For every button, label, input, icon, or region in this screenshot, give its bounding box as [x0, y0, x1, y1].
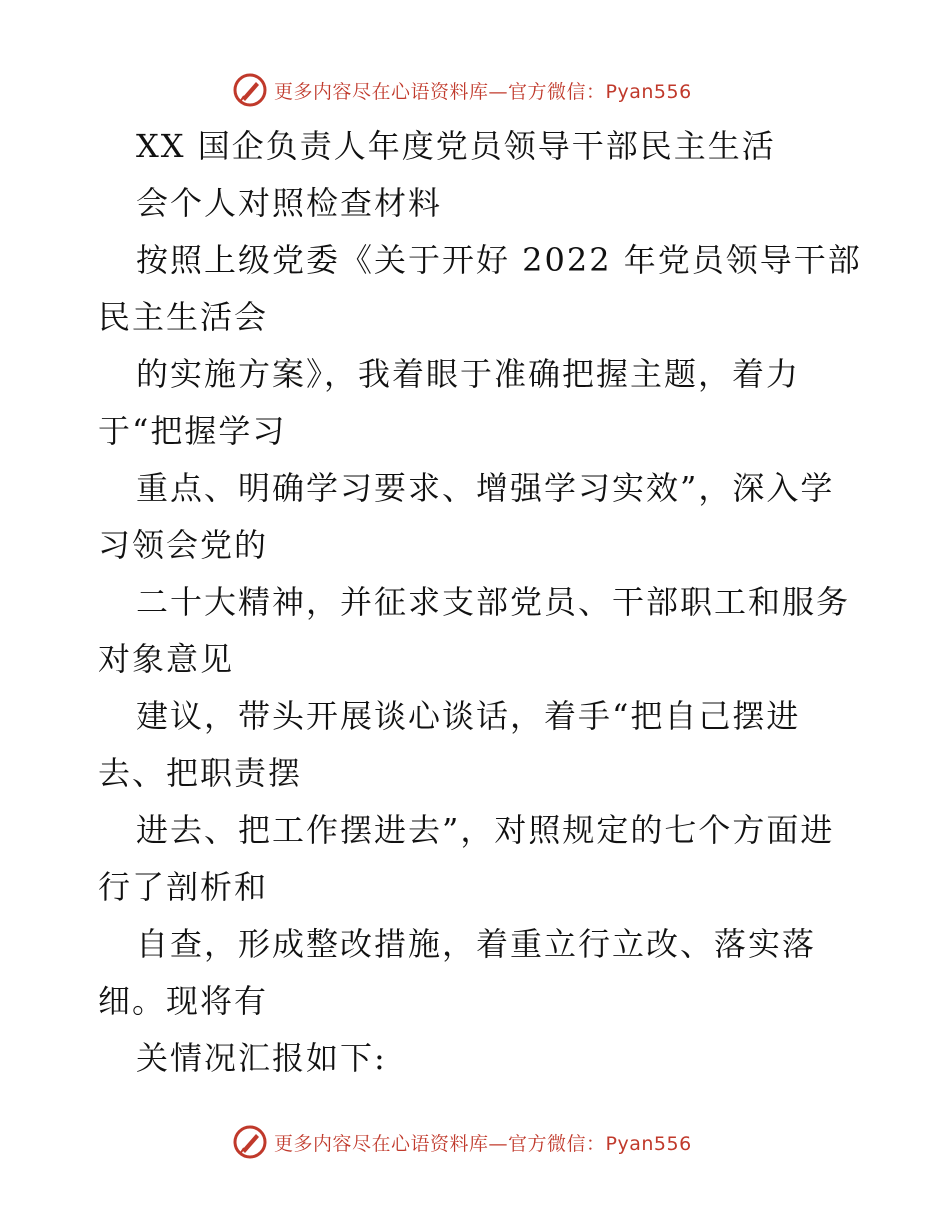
text-line: 于“把握学习 — [98, 412, 287, 450]
quill-logo-icon — [232, 72, 268, 108]
text-line: 关情况汇报如下: — [136, 1039, 387, 1077]
document-body — [98, 124, 862, 1093]
watermark-footer — [232, 1122, 692, 1162]
quill-logo-icon — [232, 1124, 268, 1160]
text-line: 二十大精神，并征求支部党员、干部职工和服务 — [136, 583, 851, 621]
text-line: 行了剖析和 — [98, 868, 269, 906]
text-line: 的实施方案》，我着眼于准确把握主题，着力 — [136, 355, 801, 393]
text-line: 建议，带头开展谈心谈话，着手“把自己摆进 — [136, 697, 801, 735]
text-line: XX 国企负责人年度党员领导干部民主生活 — [136, 127, 776, 165]
text-line: 民主生活会 — [98, 298, 269, 336]
text-line: 细。现将有 — [98, 982, 269, 1020]
text-line: 自查，形成整改措施，着重立行立改、落实落 — [136, 925, 817, 963]
text-line: 去、把职责摆 — [98, 754, 303, 792]
text-line: 习领会党的 — [98, 526, 269, 564]
watermark-header — [232, 70, 692, 110]
text-line: 对象意见 — [98, 640, 235, 678]
text-line: 按照上级党委《关于开好 2022 年党员领导干部 — [136, 241, 862, 279]
text-line: 进去、把工作摆进去”，对照规定的七个方面进 — [136, 811, 835, 849]
watermark-text: 更多内容尽在心语资料库—官方微信：Pyan556 — [274, 1132, 692, 1155]
watermark-text: 更多内容尽在心语资料库—官方微信：Pyan556 — [274, 80, 692, 103]
text-line: 会个人对照检查材料 — [136, 184, 443, 222]
text-line: 重点、明确学习要求、增强学习实效”，深入学 — [136, 469, 835, 507]
